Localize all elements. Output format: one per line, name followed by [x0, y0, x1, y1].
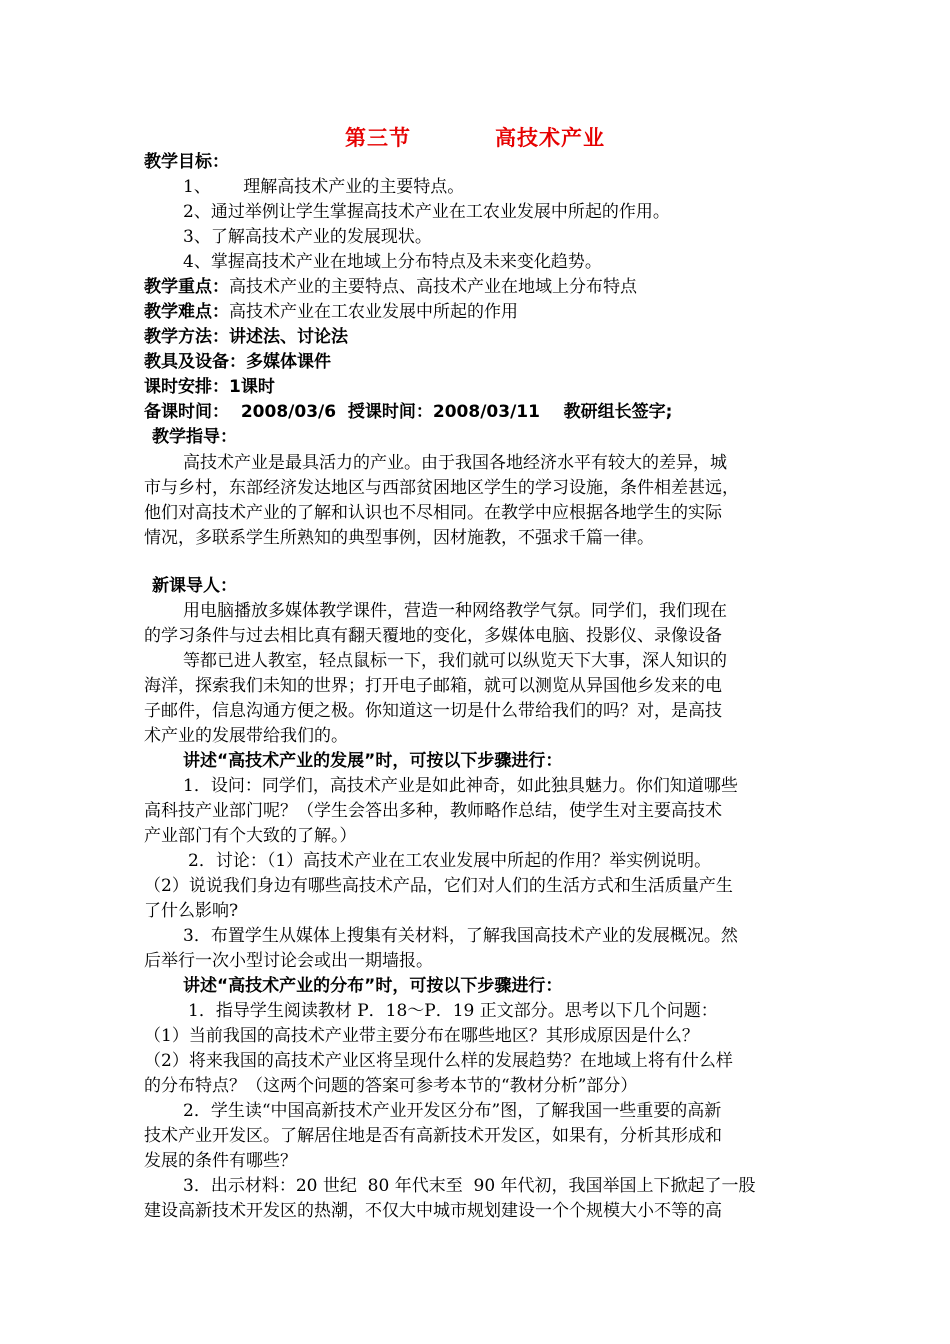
intro-line: 子邮件，信息沟通方便之极。你知道这一切是什么带给我们的吗？对，是高技 [144, 701, 722, 721]
key-points-label: 教学重点： [144, 277, 229, 297]
distribution-heading: 讲述“高技术产业的分布”时，可按以下步骤进行： [183, 976, 563, 996]
schedule: 课时安排：1课时 [144, 377, 275, 397]
guidance-line: 他们对高技术产业的了解和认识也不尽相同。在教学中应根据各地学生的实际 [144, 503, 722, 523]
intro-heading: 新课导人： [152, 576, 237, 596]
development-line: 1．设问：同学们，高技术产业是如此神奇，如此独具魅力。你们知道哪些 [183, 776, 738, 796]
section-number: 第三节 [345, 126, 411, 150]
section-topic: 高技术产业 [495, 126, 605, 150]
objective-item: 2、通过举例让学生掌握高技术产业在工农业发展中所起的作用。 [183, 202, 670, 222]
key-points [144, 275, 637, 299]
guidance-heading: 教学指导： [152, 427, 237, 447]
difficulties [144, 300, 518, 324]
dates-line: 备课时间： 2008/03/6 授课时间：2008/03/11 教研组长签字; [144, 402, 673, 422]
development-line: 3．布置学生从媒体上搜集有关材料，了解我国高技术产业的发展概况。然 [183, 926, 738, 946]
intro-line: 海洋，探索我们未知的世界；打开电子邮箱，就可以测览从异国他乡发来的电 [144, 676, 722, 696]
guidance-line: 高技术产业是最具活力的产业。由于我国各地经济水平有较大的差异，城 [183, 453, 727, 473]
guidance-line: 市与乡村，东部经济发达地区与西部贫困地区学生的学习设施，条件相差甚远， [144, 478, 739, 498]
distribution-line: 的分布特点？（这两个问题的答案可参考本节的“教材分析”部分） [144, 1076, 638, 1096]
equipment: 教具及设备：多媒体课件 [144, 352, 331, 372]
development-line: 2．讨论：（1）高技术产业在工农业发展中所起的作用？举实例说明。 [188, 851, 712, 871]
objectives-heading: 教学目标： [144, 152, 229, 172]
difficulties-text: 高技术产业在工农业发展中所起的作用 [229, 302, 518, 322]
guidance-line: 情况，多联系学生所熟知的典型事例，因材施教，不强求千篇一律。 [144, 528, 654, 548]
distribution-line: 3．出示材料：20 世纪 80 年代末至 90 年代初，我国举国上下掀起了一股 [183, 1176, 756, 1196]
distribution-line: （1）当前我国的高技术产业带主要分布在哪些地区？其形成原因是什么？ [144, 1026, 699, 1046]
difficulties-label: 教学难点： [144, 302, 229, 322]
distribution-line: 技术产业开发区。了解居住地是否有高新技术开发区，如果有，分析其形成和 [144, 1126, 722, 1146]
objective-item: 4、掌握高技术产业在地域上分布特点及未来变化趋势。 [183, 252, 602, 272]
development-line: （2）说说我们身边有哪些高技术产品，它们对人们的生活方式和生活质量产生 [144, 876, 733, 896]
intro-line: 术产业的发展带给我们的。 [144, 726, 348, 746]
development-line: 高科技产业部门呢？（学生会答出多种，教师略作总结，使学生对主要高技术 [144, 801, 722, 821]
intro-line: 的学习条件与过去相比真有翻天覆地的变化，多媒体电脑、投影仪、录像设备 [144, 626, 722, 646]
key-points-text: 高技术产业的主要特点、高技术产业在地域上分布特点 [229, 277, 637, 297]
intro-line: 用电脑播放多媒体教学课件，营造一种网络教学气氛。同学们，我们现在 [183, 601, 727, 621]
intro-line: 等都已进人教室，轻点鼠标一下，我们就可以纵览天下大事，深人知识的 [183, 651, 727, 671]
development-line: 后举行一次小型讨论会或出一期墙报。 [144, 951, 433, 971]
distribution-line: （2）将来我国的高技术产业区将呈现什么样的发展趋势？在地域上将有什么样 [144, 1051, 733, 1071]
development-line: 产业部门有个大致的了解。） [144, 826, 357, 846]
distribution-line: 建设高新技术开发区的热潮，不仅大中城市规划建设一个个规模大小不等的高 [144, 1201, 722, 1221]
distribution-line: 发展的条件有哪些？ [144, 1151, 297, 1171]
development-line: 了什么影响? [144, 901, 239, 921]
distribution-line: 1．指导学生阅读教材 P．18～P．19 正文部分。思考以下几个问题： [188, 1001, 718, 1021]
objective-item: 3、了解高技术产业的发展现状。 [183, 227, 432, 247]
objective-item: 1、 理解高技术产业的主要特点。 [183, 177, 465, 197]
distribution-line: 2．学生读“中国高新技术产业开发区分布”图，了解我国一些重要的高新 [183, 1101, 722, 1121]
teaching-method: 教学方法：讲述法、讨论法 [144, 327, 348, 347]
section-title [0, 122, 950, 152]
development-heading: 讲述“高技术产业的发展”时，可按以下步骤进行： [183, 751, 563, 771]
